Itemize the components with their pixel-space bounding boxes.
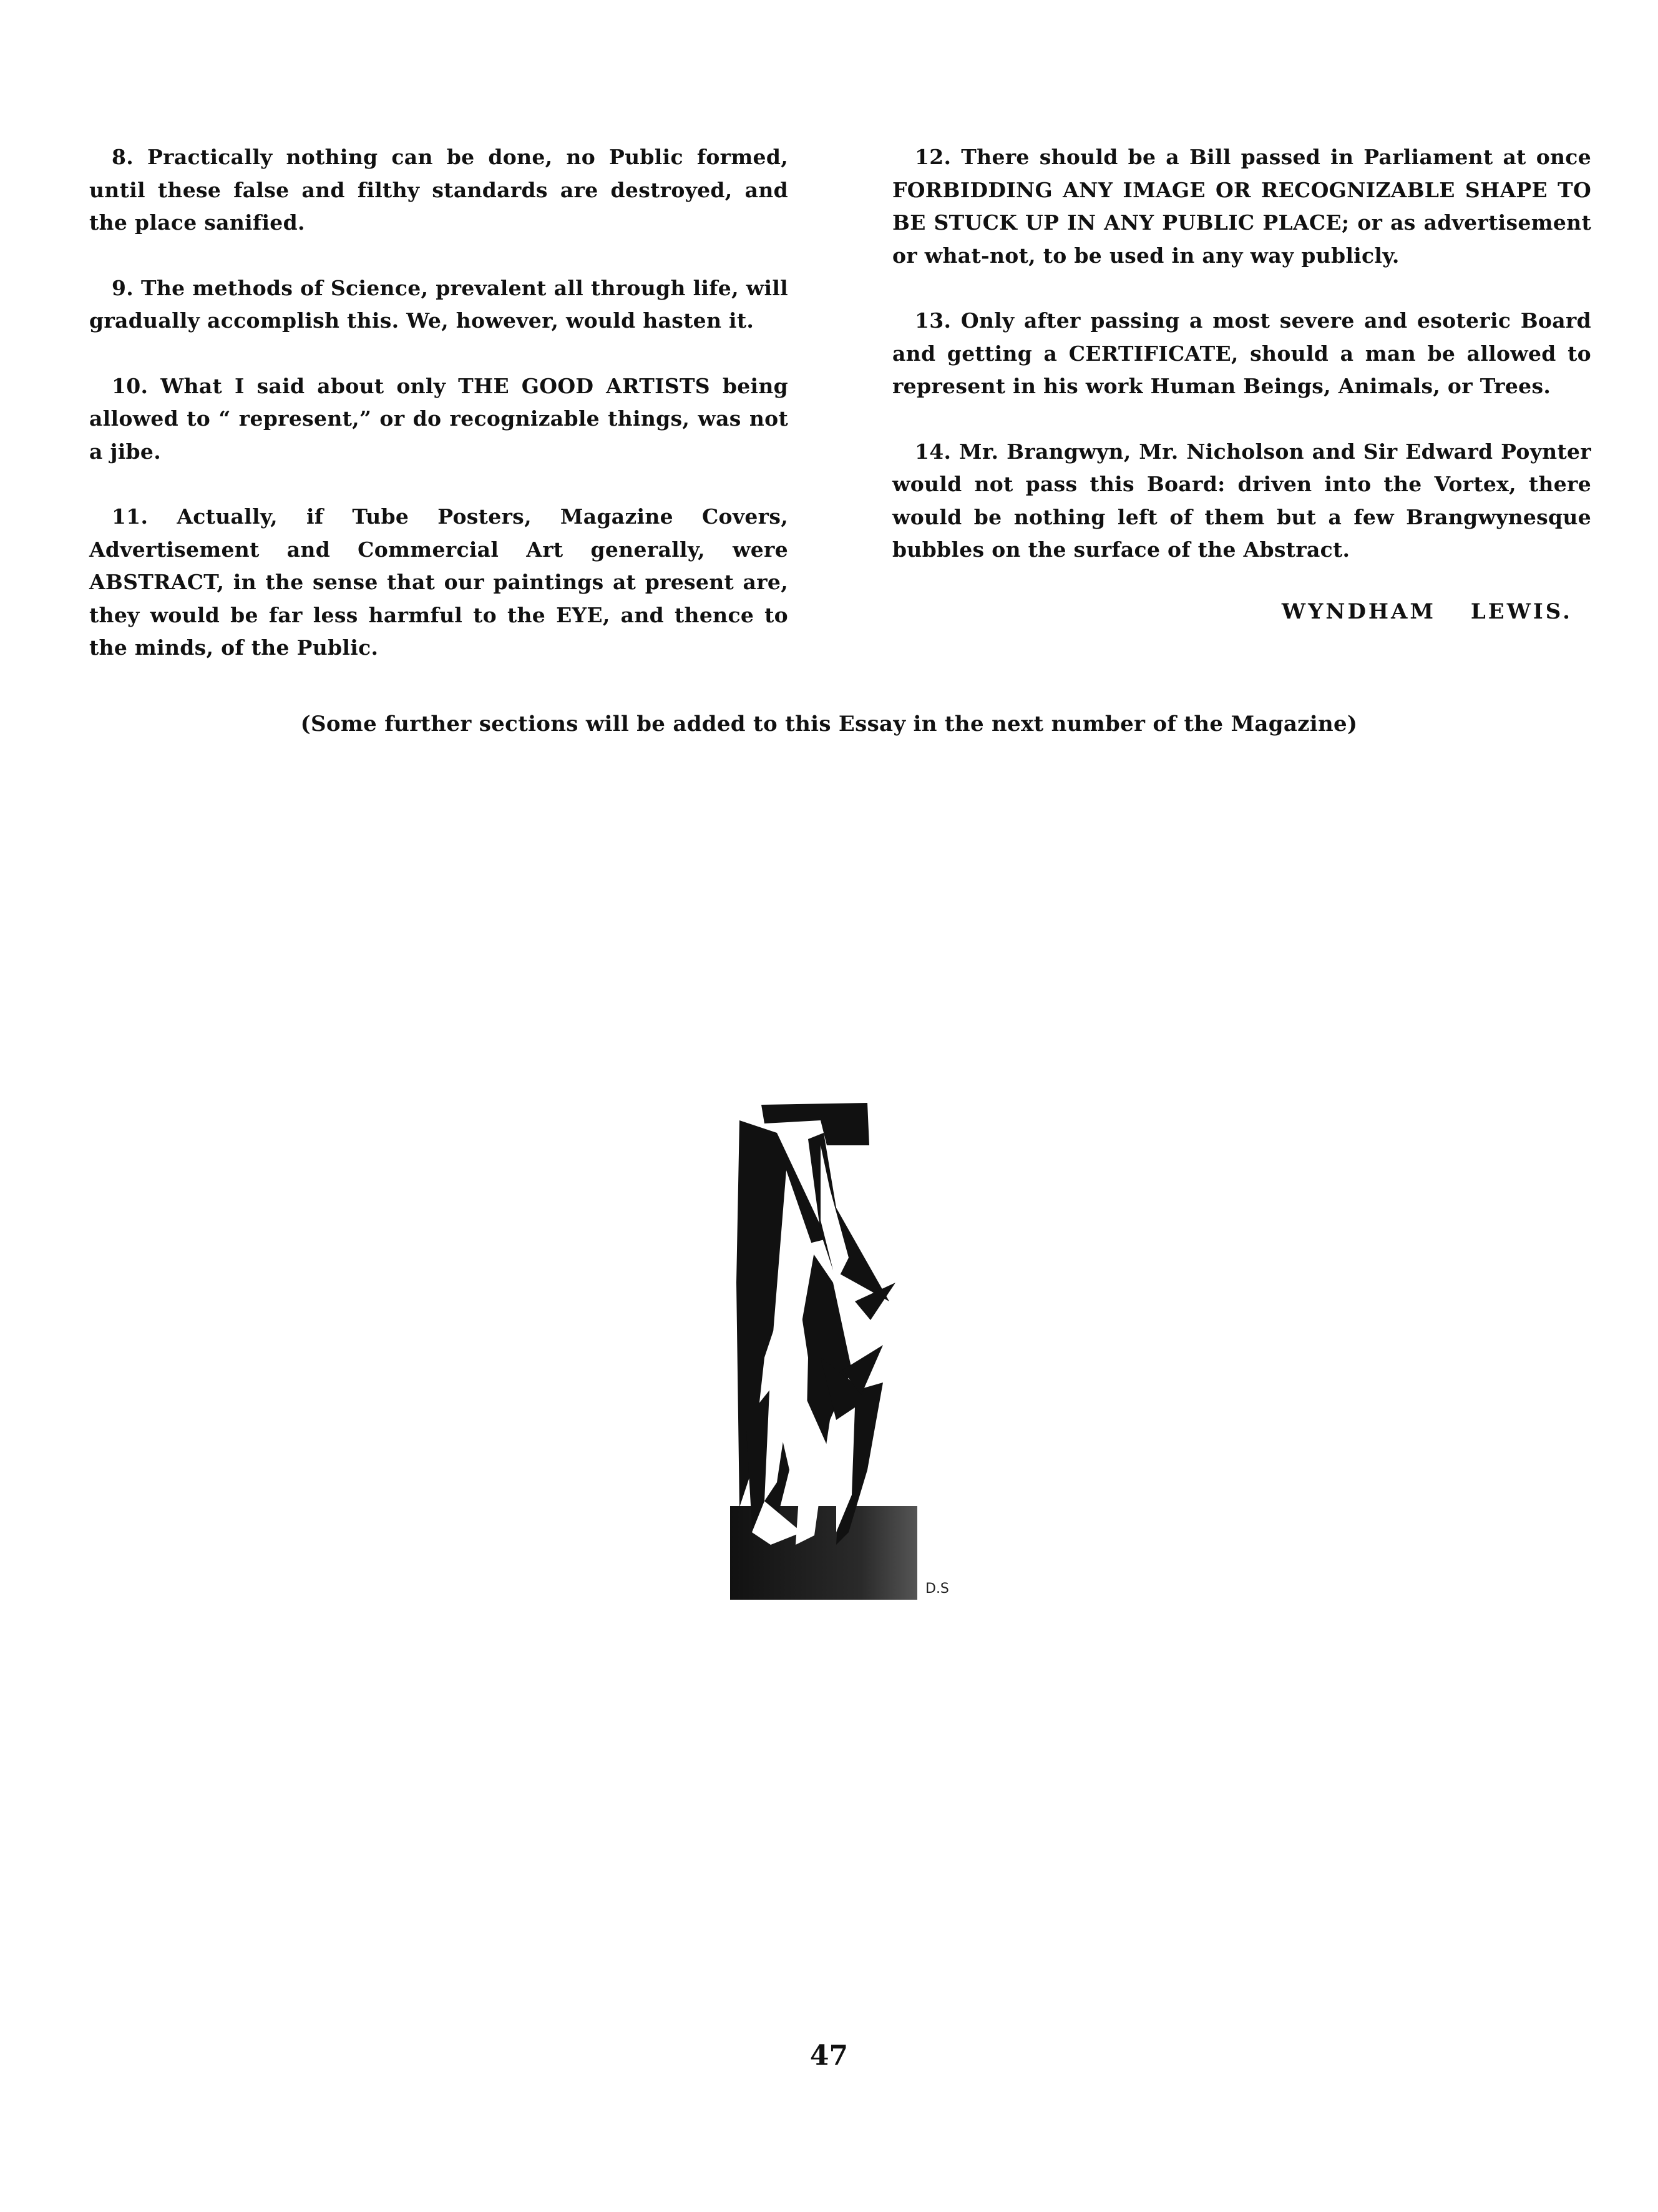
paragraph-13: 13. Only after passing a most severe and esoteric Board and getting a CERTIFICATE, should a man be allowed to represent in his work Human Beings, Animals, or Trees.: [892, 308, 1591, 398]
paragraph-10: 10. What I said about only THE GOOD ARTISTS being allowed to “ represent,” or do recognizable things, was not a jibe.: [89, 373, 788, 464]
paragraph-8: 8. Practically nothing can be done, no Public formed, until these false and filthy standards are destroyed, and the place sanified.: [89, 145, 788, 235]
right-column: [892, 141, 1591, 624]
page-number: 47: [809, 2040, 849, 2072]
left-column: [89, 141, 788, 697]
editorial-note: (Some further sections will be added to this Essay in the next number of the Magazine): [300, 712, 1358, 737]
paragraph-11: 11. Actually, if Tube Posters, Magazine Covers, Advertisement and Commercial Art generally, were ABSTRACT, in the sense that our paintings at present are, they would be far less harmful to the EYE, and thence to the minds, of the Public.: [89, 504, 788, 660]
abstract-figure-woodcut: [727, 1095, 952, 1607]
paragraph-9: 9. The methods of Science, prevalent all through life, will gradually accomplish this. We, however, would hasten it.: [89, 275, 788, 333]
paragraph-12: 12. There should be a Bill passed in Parliament at once FORBIDDING ANY IMAGE OR RECOGNIZABLE SHAPE TO BE STUCK UP IN ANY PUBLIC PLACE; or as advertisement or what-not, to be used in any way publicly.: [892, 145, 1591, 268]
artist-monogram: D.S: [925, 1581, 949, 1597]
author-signature: WYNDHAM LEWIS.: [1281, 599, 1573, 624]
vorticist-figure-illustration: [727, 1095, 952, 1607]
paragraph-14: 14. Mr. Brangwyn, Mr. Nicholson and Sir Edward Poynter would not pass this Board: driven into the Vortex, there would be nothing left of them but a few Brangwynesque bubbles on the surface of the Abstract.: [892, 439, 1591, 562]
